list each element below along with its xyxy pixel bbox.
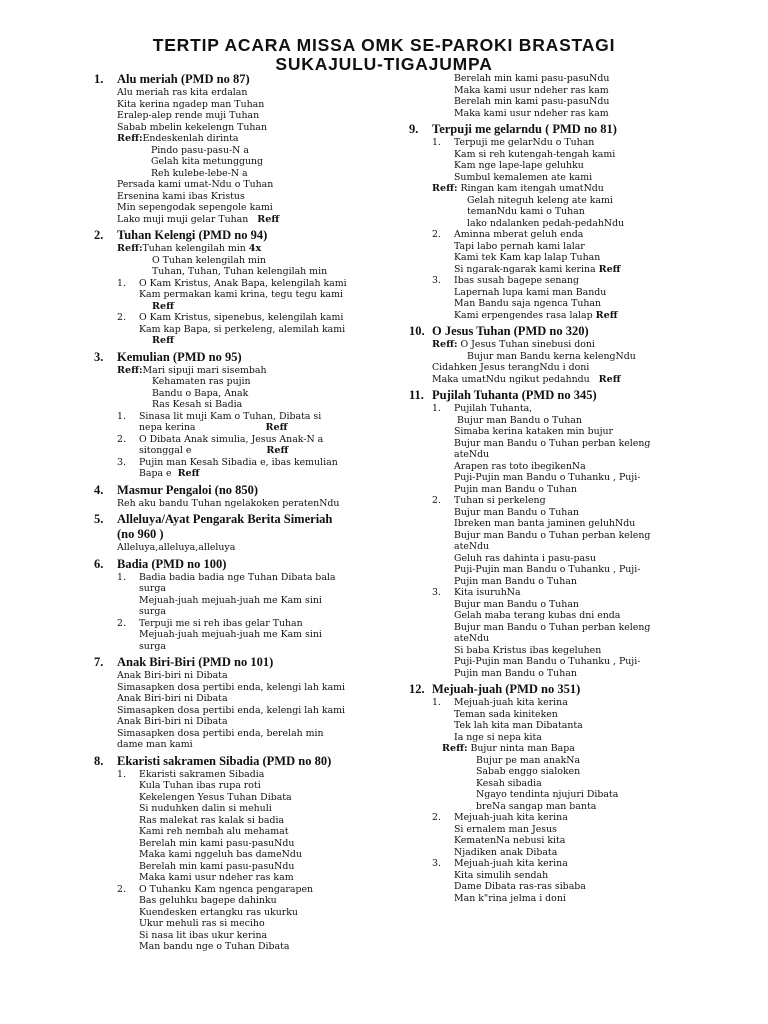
verse-number: 1. <box>117 768 126 780</box>
section-number: 5. <box>94 512 104 526</box>
lyric-line: Anak Biri-biri ni Dibata <box>117 716 228 727</box>
verse-line: Pujin man Bandu o Tuhan <box>454 483 577 495</box>
refrain-line: Pindo pasu-pasu-N a <box>151 144 249 156</box>
refrain-marker: Reff <box>257 213 280 225</box>
lyric-line: Anak Biri-biri ni Dibata <box>117 693 228 704</box>
verse-text: Mejuah-juah kita kerina <box>454 858 568 869</box>
lyric-line: Min sepengodak sepengole kami <box>117 202 273 213</box>
verse-text: Tuhan si perkeleng <box>454 495 546 506</box>
right-column <box>409 73 675 904</box>
verse-line: Bas geluhku bagepe dahinku <box>139 895 277 906</box>
verse-item <box>409 137 675 149</box>
verse-item <box>409 495 675 507</box>
lyric-line: Anak Biri-biri ni Dibata <box>117 670 228 681</box>
verse-text: Kita isuruhNa <box>454 587 521 598</box>
refrain-line: breNa sangap man banta <box>476 800 597 812</box>
verse-line: Kam permakan kami krina, tegu tegu kami <box>139 289 343 300</box>
verse-line: Lapernah lupa kami man Bandu <box>454 286 607 298</box>
lyric-line: Simasapken dosa pertibi enda, kelengi lah kami <box>117 681 346 693</box>
section-title: Pujilah Tuhanta (PMD no 345) <box>432 388 597 402</box>
verse-line: Berelah min kami pasu-pasuNdu <box>139 837 295 849</box>
verse-line: surga <box>139 606 166 617</box>
verse-number: 2. <box>117 312 126 323</box>
section-number: 6. <box>94 556 104 571</box>
section-number: 10. <box>409 324 425 338</box>
refrain-marker: Reff <box>265 422 288 433</box>
refrain-line <box>94 133 366 145</box>
section-number: 1. <box>94 72 104 86</box>
section-number: 11. <box>409 388 424 402</box>
verse-line: ateNdu <box>454 541 490 552</box>
section-number: 7. <box>94 655 104 669</box>
verse-text: Sinasa lit muji Kam o Tuhan, Dibata si <box>139 410 322 422</box>
verse-item <box>94 769 366 781</box>
refrain-line: Gelah niteguh keleng ate kami <box>467 194 613 206</box>
refrain-text: Endeskenlah dirinta <box>142 133 239 144</box>
verse-line: Kam si reh kutengah-tengah kami <box>454 148 616 160</box>
verse-line: Teman sada kiniteken <box>454 708 558 720</box>
verse-item <box>94 572 366 584</box>
verse-item <box>94 312 366 324</box>
verse-line: ateNdu <box>454 633 490 644</box>
title-line-2: SUKAJULU-TIGAJUMPA <box>275 54 493 74</box>
section-heading <box>94 754 366 769</box>
lyric-line: Kita kerina ngadep man Tuhan <box>117 98 265 110</box>
section-heading <box>409 682 675 697</box>
lyric-line: Alleluya,alleluya,alleluya <box>117 542 236 553</box>
refrain-line <box>409 183 675 195</box>
refrain-line: lako ndalanken pedah-pedahNdu <box>467 217 625 229</box>
verse-item <box>409 858 675 870</box>
verse-item <box>409 275 675 287</box>
lyric-line <box>94 214 366 226</box>
refrain-label: Reff: <box>432 339 458 350</box>
verse-number: 3. <box>432 275 441 286</box>
verse-line: ateNdu <box>454 449 490 460</box>
verse-line: Maka kami usur ndeher ras kam <box>454 84 609 96</box>
refrain-label: Reff: <box>442 743 468 754</box>
refrain-line <box>94 243 366 255</box>
verse-line: Kam nge lape-lape geluhku <box>454 160 584 171</box>
verse-item <box>94 457 366 469</box>
verse-line: Berelah min kami pasu-pasuNdu <box>454 73 610 84</box>
verse-number: 1. <box>117 277 126 289</box>
lyric-line: Simasapken dosa pertibi enda, berelah min <box>117 727 324 739</box>
verse-text: Kami erpengendes rasa lalap <box>454 309 593 321</box>
repeat-count: 4x <box>248 243 262 254</box>
verse-line: Simaba kerina kataken min bujur <box>454 426 614 437</box>
verse-text: Si ngarak-ngarak kami kerina <box>454 263 596 275</box>
lyric-line: Cidahken Jesus terangNdu i doni <box>432 362 590 373</box>
refrain-line: Reh kulebe-lebe-N a <box>151 167 248 179</box>
lyric-line: Simasapken dosa pertibi enda, kelengi lah kami <box>117 704 346 716</box>
section-number: 4. <box>94 482 104 497</box>
verse-text: sitonggal e <box>139 445 192 456</box>
verse-line: Kam kap Bapa, si perkeleng, alemilah kami <box>139 323 346 335</box>
section-heading <box>94 655 366 670</box>
verse-number: 2. <box>117 883 126 895</box>
refrain-line: Gelah kita metunggung <box>151 156 264 167</box>
refrain-text: Ringan kam itengah umatNdu <box>457 183 604 194</box>
section-title: O Jesus Tuhan (PMD no 320) <box>432 324 589 338</box>
verse-line: Si baba Kristus ibas kegeluhen <box>454 644 602 656</box>
lyric-line: Alu meriah ras kita erdalan <box>117 87 248 98</box>
verse-line: Man k"rina jelma i doni <box>454 892 566 904</box>
section-title: Badia (PMD no 100) <box>117 556 227 571</box>
refrain-marker: Reff <box>598 373 621 385</box>
refrain-line: Tuhan, Tuhan, Tuhan kelengilah min <box>152 266 328 277</box>
verse-line: Kekelengen Yesus Tuhan Dibata <box>139 791 292 803</box>
verse-item <box>409 587 675 599</box>
verse-number: 2. <box>432 495 441 506</box>
section-title: Tuhan Kelengi (PMD no 94) <box>117 228 268 242</box>
verse-line: Kita simulih sendah <box>454 869 549 881</box>
verse-line: Kula Tuhan ibas rupa roti <box>139 780 261 791</box>
verse-number: 2. <box>432 229 441 240</box>
verse-line: Ras malekat ras kalak si badia <box>139 814 285 826</box>
refrain-marker: Reff <box>266 445 289 456</box>
refrain-text: Mari sipuji mari sisembah <box>142 364 267 376</box>
refrain-line: Bandu o Bapa, Anak <box>152 387 249 399</box>
lyric-line: Reh aku bandu Tuhan ngelakoken peratenNdu <box>117 497 340 509</box>
section-title: Mejuah-juah (PMD no 351) <box>432 682 581 696</box>
section-number: 3. <box>94 349 104 364</box>
verse-line: Bujur man Bandu o Tuhan <box>454 598 579 610</box>
refrain-line: Sabab enggo sialoken <box>476 766 581 777</box>
verse-line <box>409 264 675 276</box>
verse-line: Mejuah-juah mejuah-juah me Kam sini <box>139 594 322 606</box>
verse-item <box>409 229 675 241</box>
verse-line: Si nasa lit ibas ukur kerina <box>139 929 268 941</box>
verse-line: Maka kami nggeluh bas dameNdu <box>139 849 302 860</box>
section-number: 9. <box>409 122 419 136</box>
verse-line: surga <box>139 640 166 652</box>
refrain-marker: Reff <box>152 300 174 312</box>
verse-line: Njadiken anak Dibata <box>454 846 558 858</box>
verse-item <box>94 618 366 630</box>
section-title <box>117 512 366 542</box>
left-column <box>94 72 366 953</box>
verse-number: 1. <box>432 403 441 414</box>
refrain-line: O Tuhan kelengilah min <box>152 254 266 266</box>
lyric-line: Sabab mbelin kekelengn Tuhan <box>117 121 268 133</box>
refrain-line: Ras Kesah si Badia <box>152 399 243 410</box>
verse-line: Puji-Pujin man Bandu o Tuhanku , Puji- <box>454 564 641 575</box>
section-title: Masmur Pengaloi (no 850) <box>117 482 259 497</box>
verse-text: Pujin man Kesah Sibadia e, ibas kemulian <box>139 456 338 468</box>
refrain-marker: Reff <box>152 335 174 346</box>
verse-text: Terpuji me gelarNdu o Tuhan <box>454 137 595 148</box>
verse-number: 1. <box>117 571 126 583</box>
refrain-label: Reff: <box>432 183 458 194</box>
refrain-label: Reff: <box>117 133 143 144</box>
section-number: 12. <box>409 682 425 696</box>
section-heading <box>409 122 675 137</box>
section-title-line: Alleluya/Ayat Pengarak Berita Simeriah <box>117 512 333 526</box>
verse-text: O Kam Kristus, sipenebus, kelengilah kami <box>139 312 344 323</box>
section-title: Alu meriah (PMD no 87) <box>117 72 250 86</box>
section-title: Kemulian (PMD no 95) <box>117 349 242 364</box>
lyric-line: dame man kami <box>117 739 193 750</box>
verse-line: Tek lah kita man Dibatanta <box>454 720 583 731</box>
verse-line: Kami tek Kam kap lalap Tuhan <box>454 252 601 263</box>
lyric-line: Ersenina kami ibas Kristus <box>117 190 245 202</box>
verse-text: Terpuji me si reh ibas gelar Tuhan <box>139 617 303 629</box>
verse-line: Maka kami usur ndeher ras kam <box>139 872 294 883</box>
verse-number: 2. <box>117 433 126 445</box>
verse-line <box>409 310 675 322</box>
verse-line: Ia nge si nepa kita <box>454 731 542 743</box>
section-heading <box>94 350 366 365</box>
verse-line: Bujur man Bandu o Tuhan <box>454 506 579 518</box>
section-heading <box>409 388 675 403</box>
verse-item <box>94 411 366 423</box>
refrain-line: Bujur man Bandu kerna kelengNdu <box>467 350 636 362</box>
section-heading <box>409 324 675 339</box>
verse-number: 1. <box>117 410 126 422</box>
verse-line: Gelah maba terang kubas dni enda <box>454 610 621 621</box>
lyric-text: Maka umatNdu ngikut pedahndu <box>432 373 590 385</box>
verse-number: 3. <box>432 858 441 869</box>
verse-line: Puji-Pujin man Bandu o Tuhanku , Puji- <box>454 472 641 483</box>
verse-line: Pujin man Bandu o Tuhan <box>454 575 577 587</box>
section-masmur-pengaloi <box>94 483 366 510</box>
verse-line: Berelah min kami pasu-pasuNdu <box>139 860 295 872</box>
verse-line: surga <box>139 583 166 594</box>
section-badia <box>94 557 366 653</box>
lyric-line: Eralep-alep rende muji Tuhan <box>117 110 260 121</box>
verse-item <box>409 403 675 415</box>
verse-number: 3. <box>432 587 441 598</box>
section-title: Ekaristi sakramen Sibadia (PMD no 80) <box>117 753 332 768</box>
section-pujilah-tuhanta <box>409 388 675 679</box>
refrain-line: Bujur pe man anakNa <box>476 754 581 766</box>
verse-text: Mejuah-juah kita kerina <box>454 697 568 708</box>
verse-text: Badia badia badia nge Tuhan Dibata bala <box>139 571 336 583</box>
verse-item <box>409 697 675 709</box>
verse-line: Ukur mehuli ras si meciho <box>139 918 265 929</box>
section-o-jesus-tuhan <box>409 324 675 385</box>
section-heading <box>94 512 366 542</box>
verse-text: O Dibata Anak simulia, Jesus Anak-N a <box>139 433 324 445</box>
section-ekaristi <box>94 754 366 953</box>
section-number: 2. <box>94 228 104 242</box>
section-alleluya <box>94 512 366 554</box>
section-kemulian <box>94 350 366 480</box>
verse-line: Ibreken man banta jaminen geluhNdu <box>454 518 636 529</box>
verse-line: Bujur man Bandu o Tuhan perban keleng <box>454 437 651 449</box>
verse-line: Mejuah-juah mejuah-juah me Kam sini <box>139 629 322 640</box>
lyric-text: Lako muji muji gelar Tuhan <box>117 213 249 225</box>
verse-number: 2. <box>432 812 441 823</box>
lyric-line: Persada kami umat-Ndu o Tuhan <box>117 179 274 190</box>
section-alu-meriah <box>94 72 366 225</box>
verse-line: Geluh ras dahinta i pasu-pasu <box>454 552 596 564</box>
verse-line: Pujin man Bandu o Tuhan <box>454 667 577 679</box>
section-title: Terpuji me gelarndu ( PMD no 81) <box>432 122 617 136</box>
section-title-line: (no 960 ) <box>117 527 164 541</box>
refrain-line <box>94 365 366 377</box>
verse-line: Kami reh nembah alu mehamat <box>139 826 289 837</box>
refrain-line: Kesah sibadia <box>476 777 542 789</box>
document-title <box>0 36 768 74</box>
verse-line: Maka kami usur ndeher ras kam <box>454 107 609 119</box>
section-anak-biri-biri <box>94 655 366 751</box>
verse-line: Dame Dibata ras-ras sibaba <box>454 881 586 892</box>
verse-text: nepa kerina <box>139 422 196 433</box>
verse-line: Bujur man Bandu o Tuhan perban keleng <box>454 529 651 541</box>
verse-line: Arapen ras toto ibegikenNa <box>454 460 586 472</box>
verse-item <box>409 812 675 824</box>
section-tuhan-kelengi <box>94 228 366 347</box>
verse-line: Man Bandu saja ngenca Tuhan <box>454 298 602 309</box>
title-line-1: TERTIP ACARA MISSA OMK SE-PAROKI BRASTAGI <box>152 35 616 55</box>
refrain-label: Reff: <box>117 243 143 254</box>
verse-item <box>94 278 366 290</box>
refrain-marker: Reff <box>598 263 621 275</box>
section-number: 8. <box>94 753 104 768</box>
verse-line: Bujur man Bandu o Tuhan <box>454 414 582 426</box>
verse-number: 2. <box>117 617 126 629</box>
section-title: Anak Biri-Biri (PMD no 101) <box>117 655 274 669</box>
verse-line <box>94 468 366 480</box>
refrain-line: Ngayo tendinta njujuri Dibata <box>476 789 619 800</box>
verse-line: Si nuduhken dalin si mehuli <box>139 803 272 814</box>
refrain-text: Bujur ninta man Bapa <box>467 743 575 754</box>
section-mejuah-juah <box>409 682 675 904</box>
verse-text: O Kam Kristus, Anak Bapa, kelengilah kami <box>139 277 347 289</box>
verse-line: KematenNa nebusi kita <box>454 835 566 846</box>
verse-line: Man bandu nge o Tuhan Dibata <box>139 941 290 952</box>
refrain-line: Kehamaten ras pujin <box>152 376 251 387</box>
verse-number: 3. <box>117 456 126 468</box>
verse-line: Bujur man Bandu o Tuhan perban keleng <box>454 621 651 633</box>
verse-text: Aminna mberat geluh enda <box>454 229 584 240</box>
verse-line: Sumbul kemalemen ate kami <box>454 171 593 183</box>
verse-line: Puji-Pujin man Bandu o Tuhanku , Puji- <box>454 656 641 667</box>
verse-text: Mejuah-juah kita kerina <box>454 812 568 823</box>
refrain-text: O Jesus Tuhan sinebusi doni <box>457 339 595 350</box>
lyric-line <box>409 374 675 386</box>
section-heading <box>94 72 366 87</box>
verse-number: 1. <box>432 137 441 148</box>
verse-item <box>94 434 366 446</box>
verse-text: Bapa e <box>139 468 172 479</box>
verse-line: Si ernalem man Jesus <box>454 823 557 835</box>
verse-line: Tapi labo pernah kami lalar <box>454 240 585 252</box>
verse-text: Ibas susah bagepe senang <box>454 275 580 286</box>
refrain-line <box>409 743 675 755</box>
verse-line <box>94 422 366 434</box>
verse-text: Pujilah Tuhanta, <box>454 403 533 414</box>
verse-line <box>94 445 366 457</box>
section-heading <box>94 483 366 498</box>
verse-number: 1. <box>432 697 441 708</box>
verse-line: Berelah min kami pasu-pasuNdu <box>454 96 610 107</box>
section-terpuji-me-gelarndu <box>409 122 675 321</box>
refrain-label: Reff: <box>117 364 143 376</box>
refrain-text: Tuhan kelengilah min <box>142 243 249 254</box>
verse-text: O Tuhanku Kam ngenca pengarapen <box>139 883 314 895</box>
verse-line: Kuendesken ertangku ras ukurku <box>139 906 298 918</box>
refrain-marker: Reff <box>177 468 200 479</box>
verse-item <box>94 884 366 896</box>
refrain-marker: Reff <box>595 309 618 321</box>
verse-text: Ekaristi sakramen Sibadia <box>139 768 265 780</box>
refrain-line: temanNdu kami o Tuhan <box>467 206 585 217</box>
refrain-line <box>409 339 675 351</box>
section-heading <box>94 228 366 243</box>
section-heading <box>94 557 366 572</box>
